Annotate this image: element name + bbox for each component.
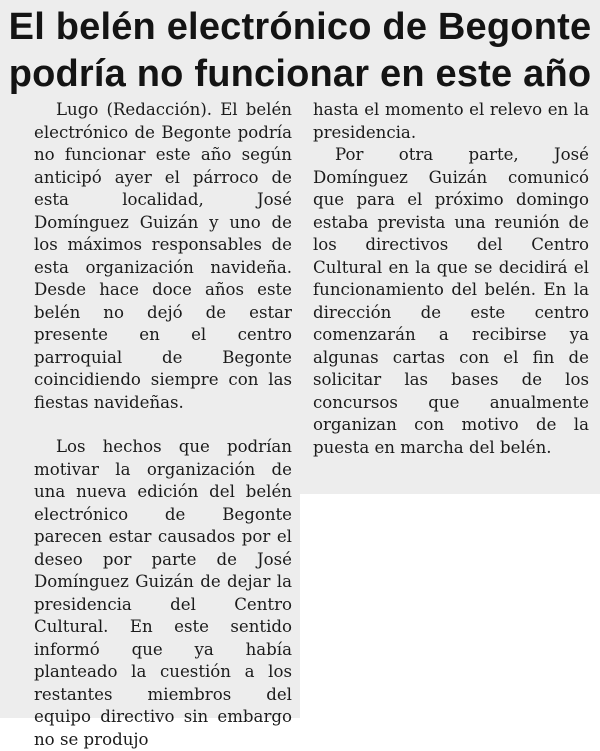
headline: El belén electrónico de Begonte podría no funcionar en este año bbox=[8, 6, 592, 95]
right-paragraph-1: hasta el momento el relevo en la presidencia. bbox=[313, 100, 589, 142]
right-paragraph-2: Por otra parte, José Domínguez Guizán comunicó que para el próximo domingo estaba prevista una reunión de los directivos del Centro Cultural en la que se decidirá el funcionamiento del belén. En la dirección de este centro comenzarán a recibirse ya algunas cartas con el fin de solicitar las bases de los concursos que anualmente organizan con motivo de la puesta en marcha del belén. bbox=[313, 145, 589, 457]
left-paragraph-1: Lugo (Redacción). El belén electrónico de Begonte podría no funcionar este año según anticipó ayer el párroco de esta localidad, José Domínguez Guizán y uno de los máximos responsables de esta organización navideña. Desde hace doce años este belén no dejó de estar presente en el centro parroquial de Begonte coincidiendo siempre con las fiestas navideñas. bbox=[34, 100, 292, 412]
left-paragraph-2: Los hechos que podrían motivar la organización de una nueva edición del belén electrónico de Begonte parecen estar causados por el deseo por parte de José Domínguez Guizán de dejar la presidencia del Centro Cultural. En este sentido informó que ya había planteado la cuestión a los restantes miembros del equipo directivo sin embargo no se produjo bbox=[34, 437, 292, 749]
right-column bbox=[313, 99, 589, 459]
left-column bbox=[34, 99, 292, 751]
